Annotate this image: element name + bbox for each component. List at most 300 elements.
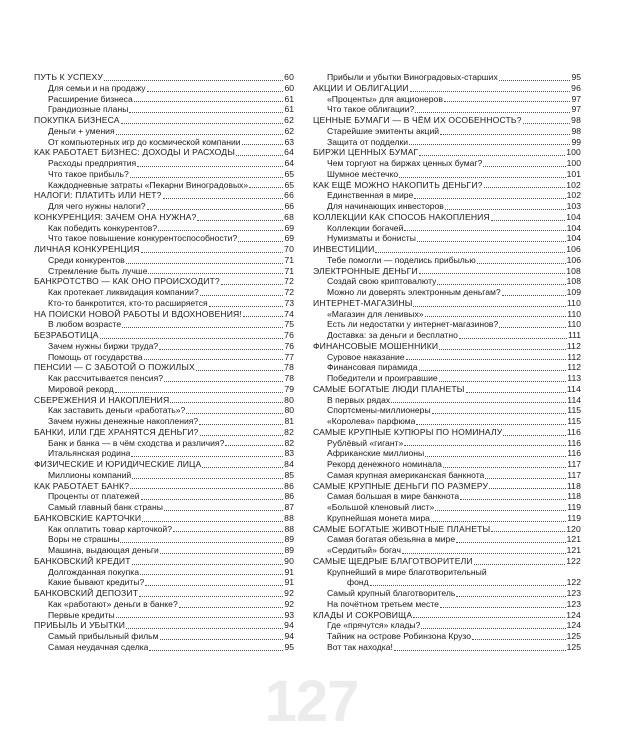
toc-section-heading [313,147,581,158]
dot-leader [425,316,567,317]
dot-leader [460,499,566,500]
toc-entry-title: БАНКОВСКИЙ КРЕДИТ [34,555,131,566]
dot-leader [147,209,284,210]
toc-entry [34,180,294,191]
toc-entry-title: Крупнейшая монета мира [327,512,430,523]
dot-leader [104,80,283,81]
toc-entry [34,287,294,298]
toc-entry-title: КОЛЛЕКЦИИ КАК СПОСОБ НАКОПЛЕНИЯ [313,211,490,222]
dot-leader [477,263,566,264]
dot-leader [425,456,566,457]
toc-entry-title: Помощь от государства [48,351,143,362]
toc-entry-title: Как победить конкурентов? [48,222,158,233]
toc-entry [34,126,294,137]
dot-leader [370,585,566,586]
toc-page-number: 66 [284,201,294,211]
toc-page-number: 78 [284,373,294,383]
dot-leader [466,392,566,393]
toc-entry-title: Крупнейший в мире благотворительный [327,566,487,577]
toc-section-heading [313,610,581,621]
dot-leader [399,177,566,178]
dot-leader [499,80,571,81]
toc-page-number: 71 [284,265,294,276]
toc-page-number: 76 [284,340,294,351]
toc-entry-title: Есть ли недостатки у интернет-магазинов? [327,319,499,330]
toc-entry [313,620,581,631]
toc-page-number: 62 [284,125,294,136]
page-number: 127 [264,669,359,734]
toc-entry-title: КАК РАБОТАЕТ БАНК? [34,480,130,491]
toc-entry [313,223,581,234]
dot-leader [445,209,566,210]
toc-page-number: 124 [566,609,581,620]
toc-entry [34,341,294,352]
toc-entry-title: БЕЗРАБОТИЦА [34,330,99,340]
toc-entry-title: Самая неудачная сделка [48,641,149,652]
toc-entry-title: Проценты от платежей [48,491,140,502]
dot-leader [126,628,283,629]
toc-entry-title: ПРИБЫЛЬ И УБЫТКИ [34,620,126,631]
toc-entry-title: СБЕРЕЖЕНИЯ И НАКОПЛЕНИЯ [34,394,170,405]
toc-entry-title: Зачем нужны денежные накопления? [48,416,199,426]
toc-column-right [313,72,581,653]
toc-entry [34,352,294,363]
toc-page-number: 117 [567,469,581,480]
toc-entry [313,599,581,610]
dot-leader [410,91,571,92]
toc-entry [313,577,581,588]
toc-entry [34,599,294,610]
toc-page-number: 62 [284,115,294,125]
toc-page-number: 83 [284,448,294,459]
toc-column-left [34,72,294,653]
dot-leader [122,327,283,328]
toc-page-number: 89 [284,545,294,555]
toc-section-heading [34,513,294,524]
toc-entry-title: САМЫЕ КРУПНЫЕ ДЕНЬГИ ПО РАЗМЕРУ [313,480,489,491]
toc-page-number: 99 [571,136,581,147]
dot-leader [126,263,284,264]
dot-leader [199,424,283,425]
toc-entry [313,309,581,320]
toc-entry-title: В первых рядах [327,394,391,405]
toc-entry-title: Как «работают» деньги в банке? [48,598,178,609]
toc-entry [34,169,294,180]
toc-page-number: 116 [566,426,581,437]
toc-page-number: 101 [566,168,581,179]
toc-page-number: 106 [566,254,581,265]
toc-page-number: 84 [284,459,294,469]
toc-entry [34,223,294,234]
toc-entry [313,513,581,524]
toc-entry-title: Самый прибыльный фильм [48,631,159,641]
toc-section-heading [313,481,581,492]
dot-leader [419,155,565,156]
toc-page-number: 63 [284,136,294,147]
dot-leader [160,553,284,554]
dot-leader [474,564,565,565]
toc-page-number: 116 [567,437,581,448]
toc-page-number: 85 [284,469,294,480]
dot-leader [242,144,284,145]
toc-entry [34,567,294,578]
toc-section-heading [34,244,294,255]
toc-page-number: 97 [571,104,581,115]
toc-entry-title: Рублёвый «гигант» [327,437,404,448]
toc-entry [313,137,581,148]
toc-entry [34,631,294,642]
toc-section-heading [313,427,581,438]
toc-entry-title: Для начинающих инвесторов [327,201,444,211]
toc-page-number: 82 [284,437,294,448]
toc-entry [313,276,581,287]
toc-entry-title: БАНКРОТСТВО — КАК ОНО ПРОИСХОДИТ? [34,276,220,287]
toc-entry [34,502,294,513]
dot-leader [413,306,565,307]
dot-leader [417,241,566,242]
toc-entry [313,491,581,502]
dot-leader [116,617,284,618]
toc-page-number: 91 [284,577,294,588]
toc-entry-title: ФИЗИЧЕСКИЕ И ЮРИДИЧЕСКИЕ ЛИЦА [34,459,202,469]
dot-leader [158,230,283,231]
toc-entry-title: Как оплатить товар карточкой? [48,523,172,534]
toc-entry-title: Что такое повышение конкурентоспособности? [48,233,238,244]
toc-entry-title: САМЫЕ БОГАТЫЕ ЖИВОТНЫЕ ПЛАНЕТЫ [313,523,491,534]
toc-entry [313,72,581,83]
toc-page-number: 103 [566,201,581,211]
toc-page-number: 113 [567,373,581,383]
toc-entry [34,373,294,384]
dot-leader [225,445,283,446]
toc-entry-title: НА ПОИСКИ НОВОЙ РАБОТЫ И ВДОХНОВЕНИЯ! [34,308,242,319]
toc-page-number: 89 [284,534,294,545]
toc-page-number: 69 [284,233,294,244]
dot-leader [144,359,284,360]
dot-leader [197,220,283,221]
toc-section-heading [34,427,294,438]
dot-leader [137,166,283,167]
toc-entry-title: Машина, выдающая деньги [48,545,159,555]
toc-entry [313,362,581,373]
toc-page-number: 81 [284,416,294,426]
toc-entry [313,395,581,406]
toc-entry-title: Старейшие эмитенты акций [327,125,440,136]
dot-leader [484,187,566,188]
toc-entry [34,83,294,94]
toc-page-number: 66 [284,190,294,201]
toc-section-heading [34,330,294,341]
toc-entry [313,545,581,556]
toc-entry-title: От компьютерных игр до космической компании [48,136,241,147]
toc-entry-title: «Большой кленовый лист» [327,502,435,512]
toc-entry [34,610,294,621]
toc-page-number: 79 [284,383,294,394]
toc-entry-title: Шумное местечко [327,168,399,179]
toc-entry [313,126,581,137]
toc-section-heading [313,524,581,535]
toc-entry-title: Самая большая в мире банкнота [327,491,460,502]
toc-page-number: 125 [566,641,581,652]
toc-entry-title: Миллионы компаний [48,469,132,480]
toc-entry-title: Чем торгуют на биржах ценных бумаг? [327,158,483,168]
toc-page-number: 77 [284,351,294,362]
toc-page-number: 110 [566,297,581,308]
toc-entry [34,416,294,427]
dot-leader [243,316,283,317]
toc-page-number: 119 [567,512,581,523]
toc-section-heading [34,115,294,126]
dot-leader [491,531,565,532]
dot-leader [391,402,566,403]
toc-page-number: 91 [284,566,294,577]
dot-leader [209,306,284,307]
toc-entry [34,448,294,459]
toc-entry [34,94,294,105]
dot-leader [421,628,565,629]
toc-entry-title: Создай свою криптовалюту [327,276,437,287]
toc-section-heading [34,362,294,373]
toc-entry-title: ЭЛЕКТРОННЫЕ ДЕНЬГИ [313,265,418,276]
toc-entry-title: Прибыли и убытки Виноградовых-старших [327,72,498,82]
toc-entry-title: «Проценты» для акционеров [327,93,443,104]
toc-entry-title: ПУТЬ К УСПЕХУ [34,72,104,82]
toc-entry-title: КЛАДЫ И СОКРОВИЩА [313,609,413,620]
toc-entry-title: Самый главный банк страны [48,502,163,512]
dot-leader [491,220,565,221]
toc-entry [34,319,294,330]
toc-page-number: 72 [284,287,294,297]
toc-page-number: 70 [284,244,294,254]
toc-entry-title: Мировой рекорд [48,383,114,394]
toc-page-number: 88 [284,523,294,534]
toc-section-heading [34,620,294,631]
dot-leader [142,521,283,522]
toc-section-heading [313,341,581,352]
toc-section-heading [313,266,581,277]
dot-leader [432,413,567,414]
toc-entry [313,255,581,266]
toc-entry-title: ИНТЕРНЕТ-МАГАЗИНЫ [313,297,413,308]
dot-leader [443,467,566,468]
toc-page-number: 110 [567,308,581,319]
toc-page-number: 114 [567,394,581,405]
toc-entry-title: «Магазин для ленивых» [327,308,424,319]
dot-leader [414,198,565,199]
toc-entry [34,158,294,169]
toc-entry-title: БАНКОВСКИЕ КАРТОЧКИ [34,512,142,523]
toc-entry-title: САМЫЕ ЩЕДРЫЕ БЛАГОТВОРИТЕЛИ [313,555,473,566]
toc-page-number: 88 [284,512,294,523]
toc-entry-title: Единственная в мире [327,190,414,201]
toc-page-number: 104 [566,222,581,233]
toc-entry-title: В любом возрасте [48,319,122,330]
toc-entry-title: АКЦИИ И ОБЛИГАЦИИ [313,82,409,93]
toc-entry-title: Победители и проигравшие [327,373,438,383]
toc-entry [313,470,581,481]
toc-page-number: 94 [284,620,294,631]
toc-entry [34,438,294,449]
dot-leader [459,338,567,339]
dot-leader [129,112,283,113]
toc-entry-title: Тебе помогли — поделись прибылью [327,254,476,265]
toc-page-number: 94 [284,631,294,641]
toc-section-heading [34,588,294,599]
dot-leader [139,596,283,597]
toc-page-number: 110 [567,319,581,330]
toc-entry [313,502,581,513]
toc-page-number: 87 [284,502,294,512]
toc-section-heading [313,244,581,255]
toc-entry-title: Среди конкурентов [48,254,125,265]
dot-leader [419,273,565,274]
toc-entry [313,94,581,105]
toc-page-number: 98 [571,115,581,125]
dot-leader [439,381,567,382]
toc-entry [313,588,581,599]
dot-leader [116,134,284,135]
toc-page-number: 118 [567,491,581,502]
dot-leader [440,607,566,608]
dot-leader [499,327,566,328]
toc-page-number: 122 [566,555,581,566]
toc-section-heading [34,276,294,287]
toc-entry-title: КАК РАБОТАЕТ БИЗНЕС: ДОХОДЫ И РАСХОДЫ [34,147,236,158]
toc-entry [313,233,581,244]
toc-entry [313,567,581,578]
toc-page-number: 109 [566,287,581,297]
toc-entry [313,642,581,653]
toc-section-heading [313,115,581,126]
toc-entry-title: Суровое наказание [327,351,405,362]
toc-page-number: 112 [566,340,581,351]
dot-leader [404,230,565,231]
dot-leader [483,166,565,167]
toc-page-number: 64 [284,147,294,158]
dot-leader [121,123,283,124]
toc-entry [34,137,294,148]
toc-page-number: 73 [284,297,294,308]
dot-leader [164,510,284,511]
toc-entry [34,255,294,266]
toc-entry-title: Итальянская родина [48,448,131,459]
toc-entry-title: Для семьи и на продажу [48,82,146,93]
toc-page-number: 117 [567,459,581,469]
toc-entry-title: Вот так находка! [327,641,393,652]
toc-section-heading [34,459,294,470]
toc-entry [313,438,581,449]
toc-entry-title: Самая крупная американская банкнота [327,469,485,480]
toc-page-number: 108 [566,265,581,276]
toc-page-number: 92 [284,598,294,609]
dot-leader [440,134,570,135]
dot-leader [472,639,566,640]
toc-entry [313,169,581,180]
toc-page-number: 115 [567,416,581,426]
toc-entry [313,405,581,416]
toc-entry-title: Какие бывают кредиты? [48,577,145,588]
toc-entry [313,190,581,201]
toc-entry-title: Что такое прибыль? [48,168,129,179]
toc-page-number: 92 [284,588,294,598]
dot-leader [404,445,566,446]
toc-page-number: 102 [566,179,581,190]
toc-entry-title: Как протекает ликвидация компании? [48,287,199,297]
dot-leader [439,349,566,350]
toc-entry-title: КАК ЕЩЁ МОЖНО НАКОПИТЬ ДЕНЬГИ? [313,179,483,190]
toc-entry-title: ПОКУПКА БИЗНЕСА [34,115,120,125]
toc-page-number: 75 [284,319,294,330]
dot-leader [159,349,283,350]
dot-leader [236,155,283,156]
toc-entry-title: НАЛОГИ: ПЛАТИТЬ ИЛИ НЕТ? [34,190,162,201]
toc-page-number: 93 [284,609,294,620]
toc-entry [313,416,581,427]
toc-section-heading [34,190,294,201]
toc-page-number: 100 [566,147,581,158]
dot-leader [147,91,284,92]
toc-page-number: 97 [571,93,581,104]
toc-page-number: 96 [571,82,581,93]
toc-entry [34,266,294,277]
toc-entry [34,298,294,309]
dot-leader [163,198,284,199]
dot-leader [200,435,284,436]
dot-leader [409,144,570,145]
dot-leader [179,607,284,608]
toc-page-number: 104 [566,211,581,222]
toc-entry-title: Банк и банка — в чём сходства и различия? [48,437,225,448]
toc-entry [34,534,294,545]
toc-entry [34,104,294,115]
toc-entry-title: ЛИЧНАЯ КОНКУРЕНЦИЯ [34,244,140,254]
dot-leader [415,112,570,113]
toc-page-number: 74 [284,308,294,319]
toc-page-number: 106 [566,244,581,254]
toc-page-number: 124 [566,620,581,631]
toc-entry [313,448,581,459]
toc-entry-title: Как рассчитывается пенсия? [48,373,164,383]
dot-leader [173,531,283,532]
toc-entry-title: Самый крупный благотворитель [327,588,456,598]
toc-page-number: 86 [284,491,294,502]
toc-entry-title: Рекорд денежного номинала [327,459,442,469]
toc-entry-title: Коллекции богачей [327,222,404,233]
toc-page-number: 100 [566,158,581,168]
toc-page-number: 78 [284,362,294,373]
dot-leader [431,521,566,522]
toc-section-heading [34,395,294,406]
dot-leader [444,101,571,102]
toc-entry [34,470,294,481]
dot-leader [502,295,566,296]
toc-page-number: 115 [567,405,581,416]
toc-page-number: 112 [567,351,581,362]
toc-page-number: 72 [284,276,294,287]
toc-section-heading [313,180,581,191]
toc-entry [313,104,581,115]
toc-entry-title: ИНВЕСТИЦИИ [313,244,375,254]
toc-page-number: 60 [284,72,294,82]
toc-entry [34,233,294,244]
dot-leader [402,553,566,554]
toc-entry-title: БАНКОВСКИЙ ДЕПОЗИТ [34,588,139,598]
dot-leader [503,435,565,436]
dot-leader [249,187,283,188]
dot-leader [149,650,283,651]
toc-entry-title: Зачем нужны биржи труда? [48,340,159,351]
toc-page-number: 64 [284,158,294,168]
